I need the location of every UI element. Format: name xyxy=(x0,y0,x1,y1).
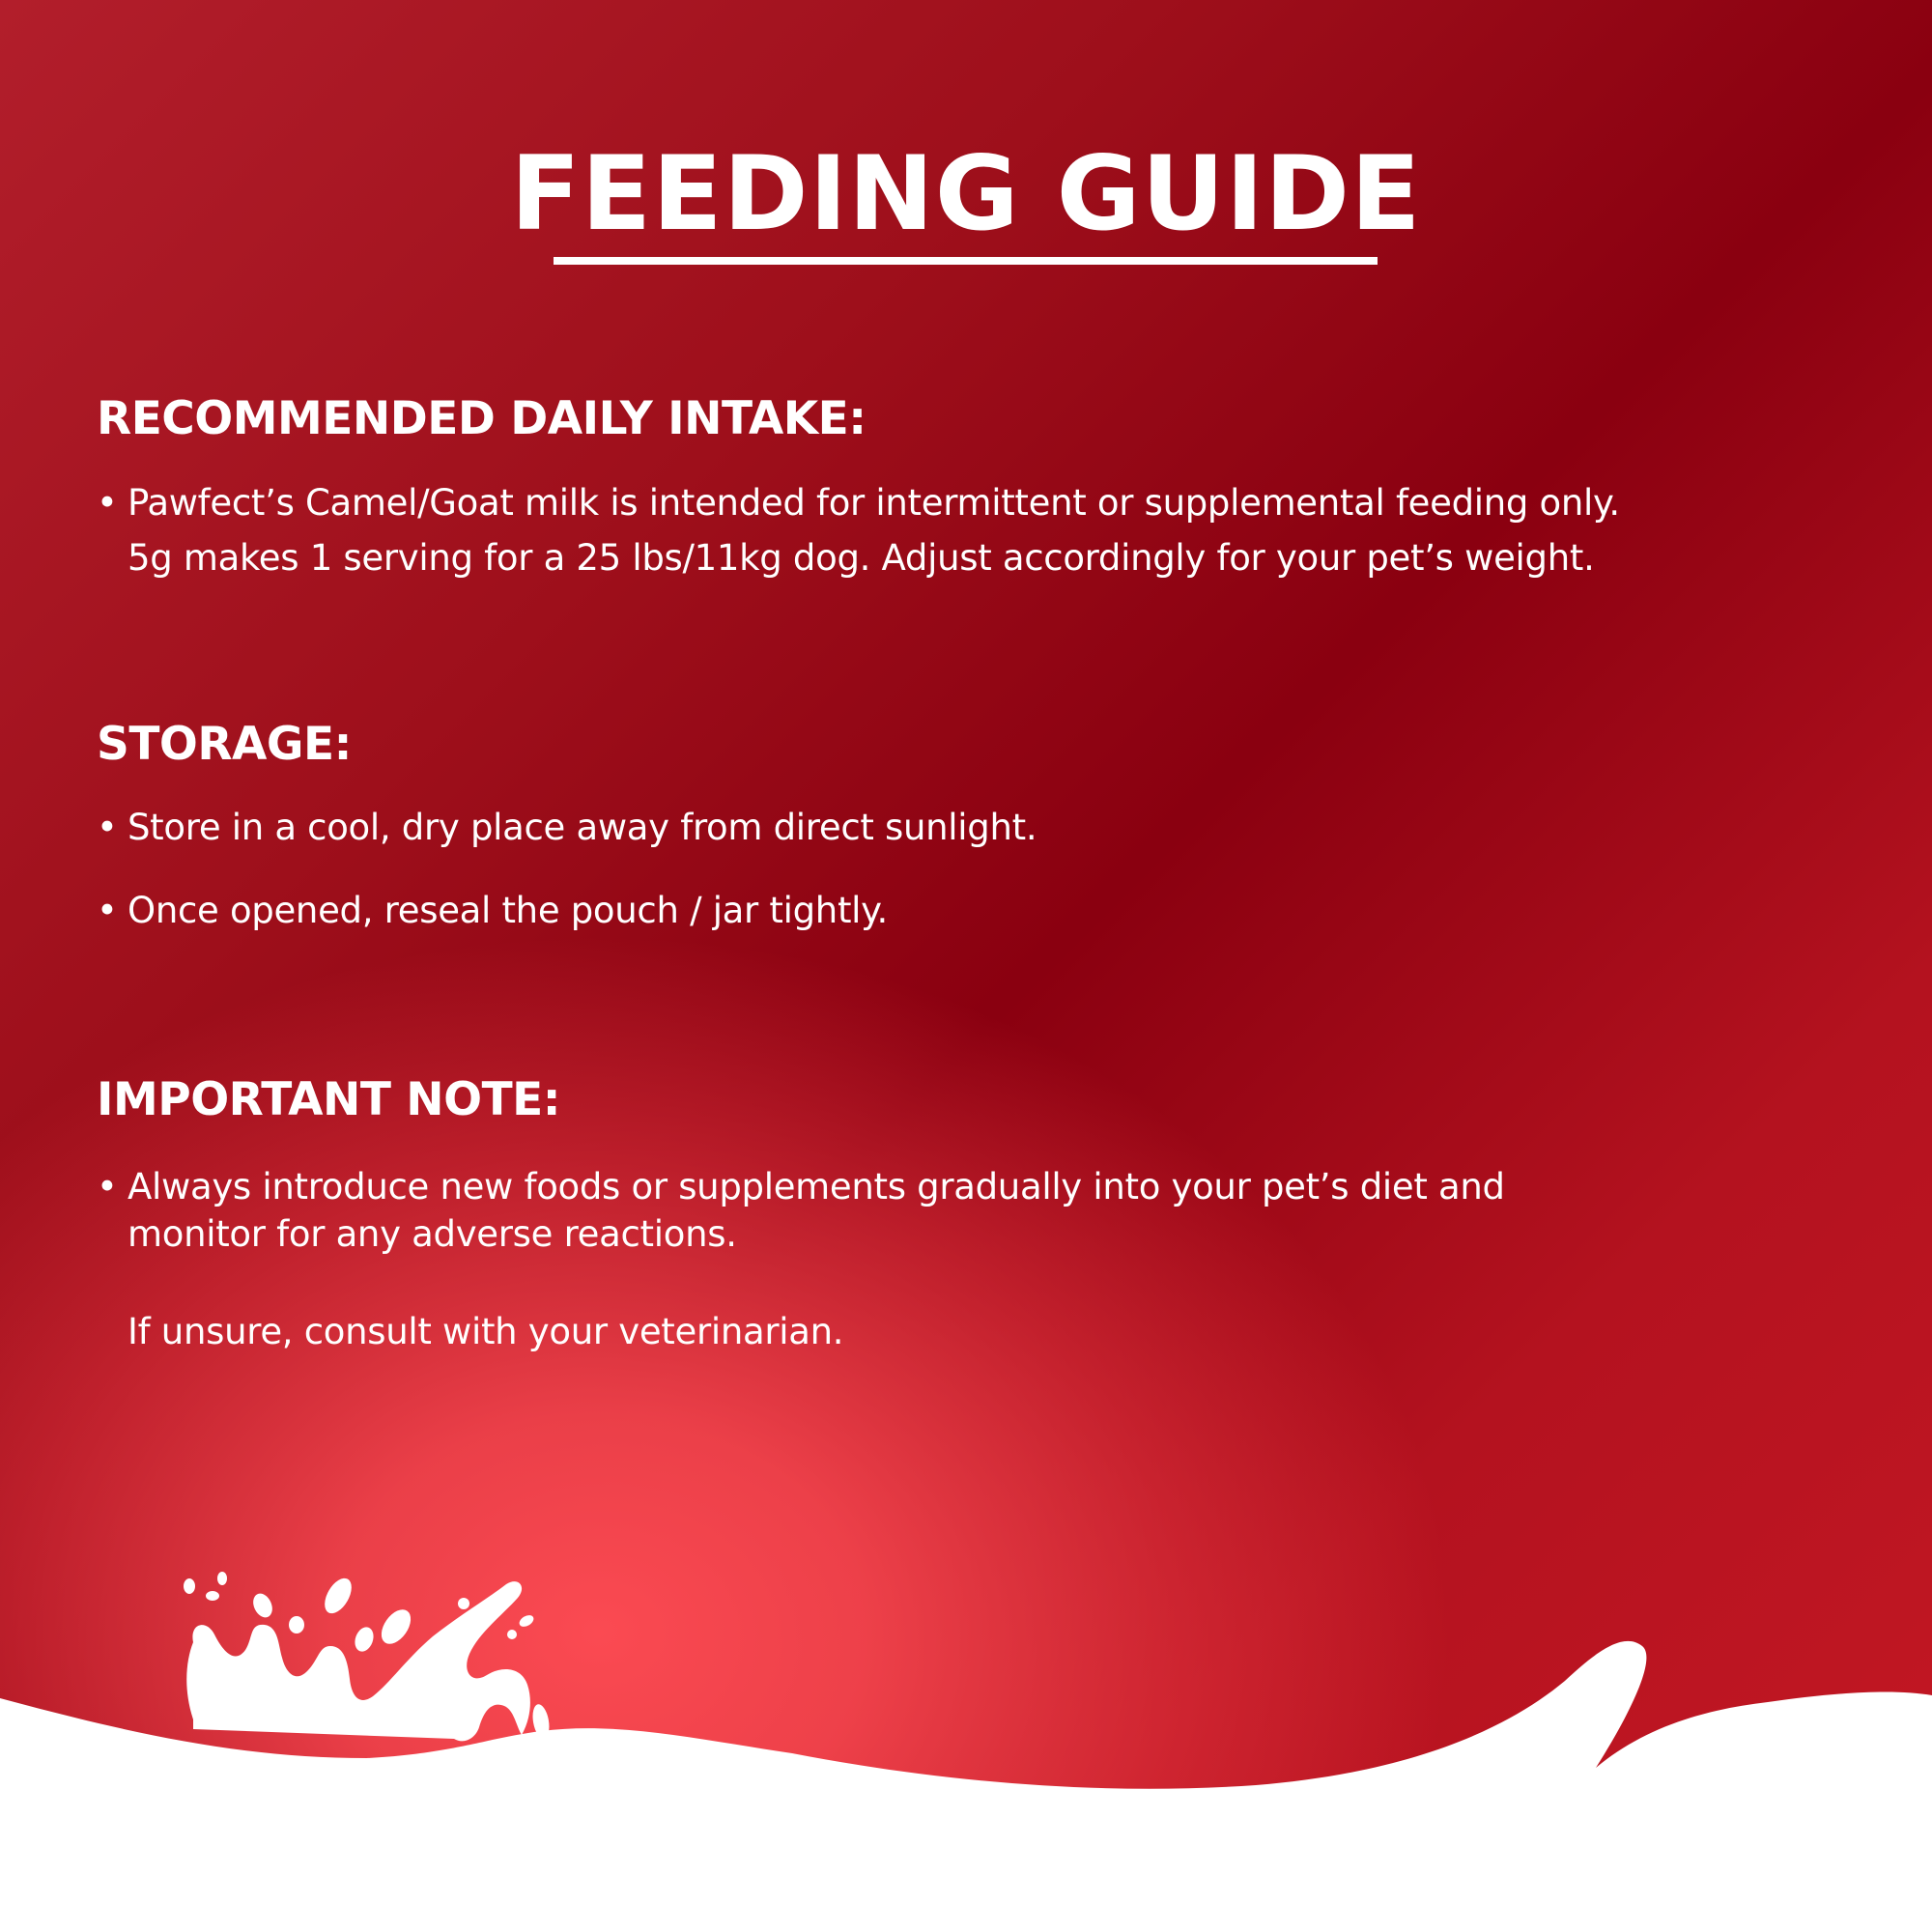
bullet: • xyxy=(97,482,118,524)
note-line-1: • Always introduce new foods or supplements gradually into your pet’s diet and xyxy=(97,1163,1505,1210)
storage-heading: STORAGE: xyxy=(97,718,352,771)
intake-line-1: • Pawfect’s Camel/Goat milk is intended for intermittent or supplemental feeding only. xyxy=(97,475,1620,530)
note-line-3: If unsure, consult with your veterinarian. xyxy=(128,1311,844,1352)
bullet: • xyxy=(97,1166,118,1208)
storage-item-1: • Store in a cool, dry place away from direct sunlight. xyxy=(97,800,1037,855)
bullet: • xyxy=(97,890,118,931)
storage-item-2: • Once opened, reseal the pouch / jar tightly. xyxy=(97,883,888,938)
note-line-2: monitor for any adverse reactions. xyxy=(128,1213,737,1255)
bullet: • xyxy=(97,807,118,848)
page-title: FEEDING GUIDE xyxy=(510,134,1422,253)
intake-heading: RECOMMENDED DAILY INTAKE: xyxy=(97,392,867,445)
intake-line-2: 5g makes 1 serving for a 25 lbs/11kg dog. Adjust accordingly for your pet’s weight. xyxy=(128,537,1595,579)
note-heading: IMPORTANT NOTE: xyxy=(97,1073,561,1126)
milk-splash-crown xyxy=(192,1581,529,1741)
